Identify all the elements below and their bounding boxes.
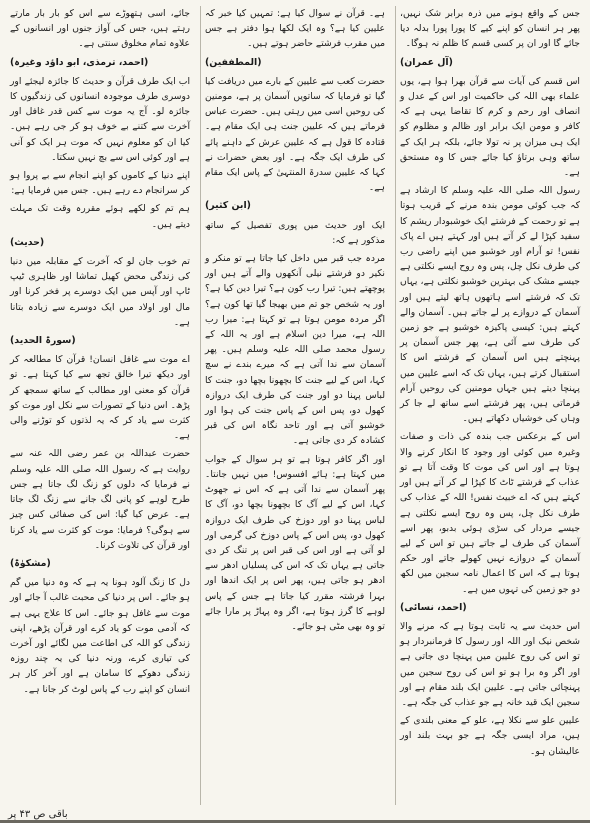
text-paragraph: جس کے واقع ہونے میں ذرہ برابر شک نہیں، پھر ہر انسان کو اپنے کیے کا پورا پورا بدلہ دیا جائے گا اور ان پر کسی قسم کا ظلم نہ ہوگا۔ [400,8,580,50]
column-right [395,6,584,805]
column-left [6,6,194,805]
column-middle [200,6,389,805]
reference-citation: (حدیث) [10,236,45,248]
text-paragraph: جائے، اسی ہتھوڑے سے اس کو بار بار مارتے رہتے ہیں، جس کی آواز جنوں اور انسانوں کے علاوہ تمام مخلوق سنتی ہے۔ [10,8,190,50]
text-paragraph: ہے۔ قرآن نے سوال کیا ہے: تمہیں کیا خبر کہ علیین کیا ہے؟ وہ ایک لکھا ہوا دفتر ہے جس میں مقرب فرشتے حاضر ہوتے ہیں۔ [205,8,385,50]
reference-citation: (احمد، ترمذی، ابو داؤد وغیرہ) [10,56,149,68]
text-paragraph: ہم تم کو لکھے ہوئے مقررہ وقت تک مہلت دیتے ہیں۔ [10,203,190,230]
text-paragraph: حضرت عبداللہ بن عمر رضی اللہ عنہ سے روایت ہے کہ رسول اللہ صلی اللہ علیہ وسلم نے فرمایا کہ دلوں کو زنگ لگ جاتا ہے جس طرح لوہے کو پانی لگ جانے سے زنگ لگ جاتا ہے۔ عرض کیا گیا: اس کی صفائی کس چیز سے ہوگی؟ فرمایا: موت کو کثرت سے یاد کرنا اور قرآن کی تلاوت کرنا۔ [10,448,190,551]
text-paragraph: اے موت سے غافل انسان! قرآن کا مطالعہ کر اور دیکھ تیرا خالق تجھ سے کیا کہتا ہے۔ تو قرآن کو معنی اور مطالب کے ساتھ سمجھ کر پڑھ۔ اس دنیا کے تصورات سے نکل اور موت کو کثرت سے یاد کر کہ یہ لذتوں کو توڑنے والی ہے۔ [10,354,190,442]
reference-citation: (المطففین) [205,56,262,68]
reference-citation: (سورۃ الحدید) [10,335,76,347]
text-paragraph: اس کے برعکس جب بندہ کی ذات و صفات وغیرہ میں کوئی اور وجود کا انکار کرنے والا ہوتا ہے اور اس کی موت کا وقت آتا ہے تو عذاب کے فرشتے ٹاٹ کا کپڑا لے کر آتے ہیں اور کہتے ہیں کہ اے خبیث نفس! اللہ کے عذاب کی طرف نکل چل، پس وہ روح ایسے نکلتی ہے جیسے مردار کی سڑی ہوئی بدبو، پھر اسے آسمان کی طرف لے جاتے ہیں تو اس کے لیے آسمان کے دروازے نہیں کھولے جاتے اور حکم ہوتا ہے کہ اس کا اعمال نامہ سجین میں لکھ دو جو زمین کی تہوں میں ہے۔ [400,431,580,595]
text-paragraph: علیین علو سے نکلا ہے، علو کے معنی بلندی کے ہیں، مراد ایسی جگہ ہے جو بہت بلند اور عالیشان ہو۔ [400,715,580,757]
text-paragraph: اپنے دنیا کے کاموں کو اپنے انجام سے بے پروا ہو کر سرانجام دے رہے ہیں۔ جس میں فرمایا ہے: [10,170,190,197]
text-paragraph: تم خوب جان لو کہ آخرت کے مقابلہ میں دنیا کی زندگی محض کھیل تماشا اور ظاہری ٹیپ ٹاپ اور آپس میں ایک دوسرے پر فخر کرنا اور مال اور اولاد میں ایک دوسرے سے زیادہ بتانا ہے۔ [10,256,190,328]
text-paragraph: اور اگر کافر ہوتا ہے تو ہر سوال کے جواب میں کہتا ہے: ہائے افسوس! میں نہیں جانتا۔ پھر آسمان سے ندا آتی ہے کہ اس نے جھوٹ کہا، اس کے لیے آگ کا بچھونا بچھا دو، آگ کا لباس پہنا دو اور دوزخ کی طرف ایک دروازہ کھول دو، پس اس کے پاس دوزخ کی گرمی اور لو آتی ہے اور اس کی قبر اس پر تنگ کر دی جاتی ہے یہاں تک کہ اس کی پسلیاں ادھر سے ادھر ہو جاتی ہیں، پھر اس پر ایک اندھا اور بہرا فرشتہ مقرر کیا جاتا ہے جس کے پاس لوہے کا گرز ہوتا ہے، اگر وہ پہاڑ پر مارا جائے تو وہ بھی مٹی ہو جائے۔ [205,453,385,632]
text-paragraph: اس قسم کی آیات سے قرآن بھرا ہوا ہے، یوں علماء بھی اللہ کی حاکمیت اور اس کے عدل و انصاف اور رحم و کرم کا تقاضا یہی ہے کہ کافر و مومن ایک برابر اور ظالم و مظلوم کو ایک ہی میزان پر نہ تولا جائے، بلکہ ہر ایک کے ساتھ وہی برتاؤ کیا جائے جس کا وہ مستحق ہے۔ [400,75,580,179]
reference-citation: (ابن کثیر) [205,200,251,212]
text-paragraph: اب ایک طرف قرآن و حدیث کا جائزہ لیجئے اور دوسری طرف موجودہ انسانوں کی زندگیوں کا جائزہ لو۔ آج یہ موت سے کس قدر غافل اور آخرت سے کتنے بے خوف ہو کر جی رہے ہیں۔ کیا ان کو معلوم نہیں کہ موت ہر ایک کو آنی ہے اور کوئی اس سے بچ نہیں سکتا۔ [10,75,190,163]
reference-citation: (آل عمران) [400,56,453,68]
text-paragraph: حضرت کعب سے علیین کے بارے میں دریافت کیا گیا تو فرمایا کہ ساتویں آسمان پر ہے، مومنین کی روحیں اسی میں رہتی ہیں۔ حضرت عباس فرماتے ہیں کہ علیین جنت ہی ایک مقام ہے۔ قتادہ کا قول ہے کہ علیین عرش کے داہنے پائے کی طرف ایک جگہ ہے۔ اور بعض حضرات نے کہا کہ علیین سدرۃ المنتہیٰ کے پاس ایک مقام ہے۔ [205,75,385,194]
text-paragraph: رسول اللہ صلی اللہ علیہ وسلم کا ارشاد ہے کہ جب کوئی مومن بندہ مرنے کے قریب ہوتا ہے تو رحمت کے فرشتے ایک خوشبودار ریشم کا سفید کپڑا لے کر آتے ہیں اور کہتے ہیں اے پاک نفس! تو آرام اور خوشبو میں اپنے راضی رب کی طرف نکل چل، پس وہ روح ایسے نکلتی ہے جیسے مشک کی بہترین خوشبو نکلتی ہے، یہاں تک کہ فرشتے اسے ہاتھوں ہاتھ لیتے ہیں اور آسمان کے دروازے پر لے جاتے ہیں۔ آسمان والے کہتے ہیں: کیسی پاکیزہ خوشبو ہے جو زمین کی طرف سے آئی ہے، پھر جس آسمان پر پہنچتے ہیں اس آسمان کے فرشتے اس کا استقبال کرتے ہیں، یہاں تک کہ اسے علیین میں پہنچا دیتے ہیں جہاں مومنین کی روحیں آرام فرماتی ہیں، پھر فرشتے اسے ساتھ لے جا کر وہاں کی خوشیاں دکھاتے ہیں۔ [400,185,580,425]
text-paragraph: اس حدیث سے یہ ثابت ہوتا ہے کہ مرنے والا شخص نیک اور اللہ اور رسول کا فرمانبردار ہو تو اس کی روح علیین میں پہنچا دی جاتی ہے اور اگر وہ برا ہو تو اس کی روح سجین میں پہنچائی جاتی ہے۔ علیین ایک بلند مقام ہے اور سجین ایک قید خانہ ہے جو عذاب کی جگہ ہے۔ [400,620,580,708]
text-paragraph: ایک اور حدیث میں پوری تفصیل کے ساتھ مذکور ہے کہ: [205,219,385,246]
reference-citation: (احمد، نسائی) [400,601,467,613]
continued-note: باقی ص ۴۳ پر [8,809,68,820]
text-paragraph: مردہ جب قبر میں داخل کیا جاتا ہے تو منکر و نکیر دو فرشتے نیلی آنکھوں والے آتے ہیں اور پوچھتے ہیں: تیرا رب کون ہے؟ تیرا دین کیا ہے؟ اور یہ شخص جو تم میں بھیجا گیا تھا کون ہے؟ اگر مردہ مومن ہوتا ہے تو کہتا ہے: میرا رب اللہ ہے، میرا دین اسلام ہے اور یہ اللہ کے رسول محمد صلی اللہ علیہ وسلم ہیں۔ پھر آسمان سے ندا آتی ہے کہ میرے بندے نے سچ کہا، اس کے لیے جنت کا بچھونا بچھا دو، جنت کا لباس پہنا دو اور جنت کی طرف ایک دروازہ کھول دو، پس اس کے پاس جنت کی ہوا اور خوشبو آتی ہے اور تاحد نگاہ اس کی قبر کشادہ کر دی جاتی ہے۔ [205,253,385,447]
text-paragraph: دل کا زنگ آلود ہونا یہ ہے کہ وہ دنیا میں گم ہو جائے۔ اس پر دنیا کی محبت غالب آ جائے اور موت سے غافل ہو جائے۔ اس کا علاج یہی ہے کہ آدمی موت کو یاد کرے اور قرآن پڑھے، اپنی زندگی کو اللہ کی اطاعت میں لگائے اور آخرت کی تیاری کرے، ورنہ دنیا کی یہ چند روزہ زندگی دھوکے کا سامان ہے اور آخر کار ہر انسان کو اپنے رب کے پاس لوٹ کر جانا ہے۔ [10,577,190,695]
reference-citation: (مشکوٰۃ) [10,557,51,569]
